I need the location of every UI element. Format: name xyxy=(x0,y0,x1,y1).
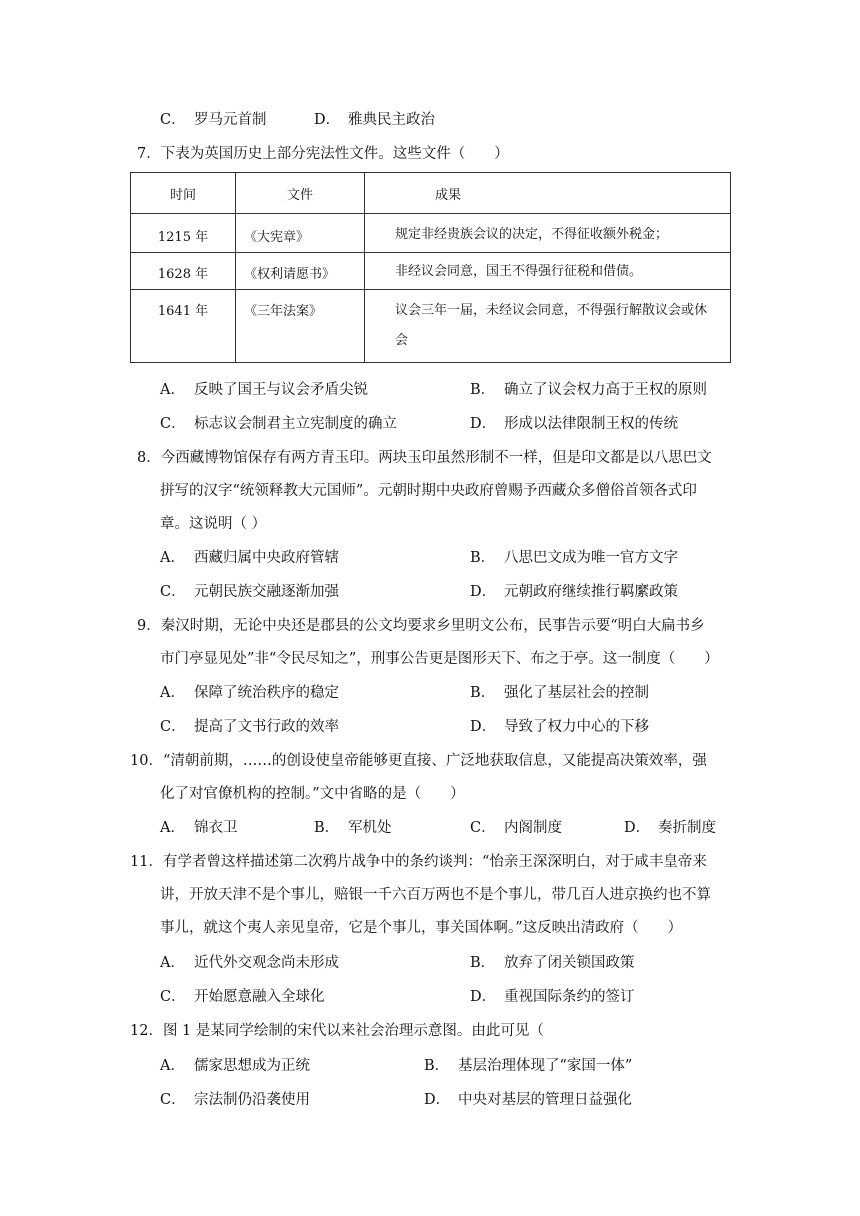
option-text: 保障了统治秩序的稳定 xyxy=(194,685,339,701)
question-11-stem-line: 讲，开放天津不是个事儿，赔银一千六百万两也不是个事儿，带几百人进京换约也不算 xyxy=(160,887,711,903)
option-text: 强化了基层社会的控制 xyxy=(504,685,649,701)
option-a xyxy=(160,683,339,703)
table-cell-doc: 《权利请愿书》 xyxy=(236,253,365,290)
table-cell-result: 议会三年一届，未经议会同意，不得强行解散议会或休会 xyxy=(365,290,731,363)
option-text: 中央对基层的管理日益强化 xyxy=(458,1092,632,1108)
table-cell-result: 规定非经贵族会议的决定，不得征收额外税金； xyxy=(365,214,731,253)
option-b xyxy=(470,683,649,703)
option-b xyxy=(470,953,635,973)
option-d xyxy=(470,717,649,737)
option-text: 儒家思想成为正统 xyxy=(194,1058,310,1074)
table-row xyxy=(131,253,731,290)
option-text: 导致了权力中心的下移 xyxy=(504,719,649,735)
option-letter: C． xyxy=(160,112,186,128)
option-text: 宗法制仍沿袭使用 xyxy=(194,1092,310,1108)
option-d xyxy=(470,582,678,602)
table-header-row xyxy=(131,173,731,214)
table-header: 成果 xyxy=(365,173,731,214)
option-d-prev xyxy=(314,110,435,130)
option-text: 内阁制度 xyxy=(504,820,562,836)
option-a xyxy=(160,548,339,568)
option-a xyxy=(160,818,238,838)
option-letter: C． xyxy=(160,416,186,432)
constitution-table xyxy=(130,172,731,363)
option-text: 奏折制度 xyxy=(658,820,716,836)
option-a xyxy=(160,953,339,973)
option-a xyxy=(160,1056,310,1076)
question-8-stem-line: 拼写的汉字“统领释教大元国师”。元朝时期中央政府曾赐予西藏众多僧俗首领各式印 xyxy=(160,483,697,499)
option-text: 提高了文书行政的效率 xyxy=(194,719,339,735)
option-letter: C． xyxy=(160,1092,186,1108)
option-letter: B． xyxy=(470,550,496,566)
option-letter: C． xyxy=(160,719,186,735)
option-letter: D． xyxy=(470,719,497,735)
option-d xyxy=(624,818,716,838)
question-12-stem: 12．图 1 是某同学绘制的宋代以来社会治理示意图。由此可见（ xyxy=(130,1023,544,1039)
question-8-stem-line: 章。这说明（ ） xyxy=(160,516,267,532)
option-text: 元朝政府继续推行羁縻政策 xyxy=(504,584,678,600)
option-c xyxy=(160,414,397,434)
option-letter: D． xyxy=(470,584,497,600)
option-d xyxy=(424,1090,632,1110)
option-text: 锦衣卫 xyxy=(194,820,238,836)
table-cell-time: 1641 年 xyxy=(131,290,236,363)
table-row xyxy=(131,290,731,363)
question-8-stem-line: 8．今西藏博物馆保存有两方青玉印。两块玉印虽然形制不一样，但是印文都是以八思巴文 xyxy=(137,450,712,466)
option-text: 确立了议会权力高于王权的原则 xyxy=(504,382,707,398)
option-letter: D． xyxy=(470,416,497,432)
option-letter: A． xyxy=(160,382,185,398)
table-row xyxy=(131,214,731,253)
option-text: 形成以法律限制王权的传统 xyxy=(504,416,678,432)
table-cell-result: 非经议会同意，国王不得强行征税和借债。 xyxy=(365,253,731,290)
option-b xyxy=(470,380,707,400)
option-d xyxy=(470,414,678,434)
option-letter: C． xyxy=(160,989,186,1005)
question-10-stem-line: 化了对官僚机构的控制。”文中省略的是（ ） xyxy=(160,786,465,802)
option-letter: B． xyxy=(314,820,340,836)
question-9-stem-line: 9．秦汉时期，无论中央还是郡县的公文均要求乡里明文公布，民事告示要“明白大扁书乡 xyxy=(137,618,705,634)
option-letter: A． xyxy=(160,955,185,971)
question-7-stem: 7．下表为英国历史上部分宪法性文件。这些文件（ ） xyxy=(137,146,509,162)
option-d xyxy=(470,987,635,1007)
option-letter: D． xyxy=(470,989,497,1005)
option-letter: B． xyxy=(470,685,496,701)
option-c xyxy=(470,818,562,838)
option-text: 基层治理体现了“家国一体” xyxy=(458,1058,633,1074)
table-header: 时间 xyxy=(131,173,236,214)
option-letter: B． xyxy=(470,382,496,398)
question-11-stem-line: 11．有学者曾这样描述第二次鸦片战争中的条约谈判：“怡亲王深深明白，对于咸丰皇帝来 xyxy=(130,854,707,870)
option-letter: B． xyxy=(424,1058,450,1074)
option-text: 雅典民主政治 xyxy=(348,112,435,128)
option-c xyxy=(160,717,339,737)
option-letter: D． xyxy=(314,112,341,128)
option-text: 标志议会制君主立宪制度的确立 xyxy=(194,416,397,432)
option-b xyxy=(470,548,678,568)
option-letter: B． xyxy=(470,955,496,971)
option-letter: A． xyxy=(160,685,185,701)
option-text: 反映了国王与议会矛盾尖锐 xyxy=(194,382,368,398)
option-text: 近代外交观念尚未形成 xyxy=(194,955,339,971)
option-letter: A． xyxy=(160,1058,185,1074)
option-letter: C． xyxy=(470,820,496,836)
option-c xyxy=(160,1090,310,1110)
table-cell-doc: 《大宪章》 xyxy=(236,214,365,253)
table-cell-time: 1628 年 xyxy=(131,253,236,290)
question-10-stem-line: 10．“清朝前期，……的创设使皇帝能够更直接、广泛地获取信息，又能提高决策效率，强 xyxy=(130,753,707,769)
question-11-stem-line: 事儿，就这个夷人亲见皇帝，它是个事儿，事关国体啊。”这反映出清政府（ ） xyxy=(160,920,683,936)
option-text: 开始愿意融入全球化 xyxy=(194,989,325,1005)
table-header: 文件 xyxy=(236,173,365,214)
option-text: 罗马元首制 xyxy=(194,112,267,128)
table-cell-doc: 《三年法案》 xyxy=(236,290,365,363)
option-text: 军机处 xyxy=(348,820,392,836)
option-text: 重视国际条约的签订 xyxy=(504,989,635,1005)
table-cell-time: 1215 年 xyxy=(131,214,236,253)
option-letter: A． xyxy=(160,820,185,836)
option-text: 放弃了闭关锁国政策 xyxy=(504,955,635,971)
option-b xyxy=(424,1056,632,1076)
question-9-stem-line: 市门亭显见处”非“令民尽知之”，刑事公告更是图形天下、布之于亭。这一制度（ ） xyxy=(160,651,719,667)
option-c xyxy=(160,582,339,602)
option-letter: A． xyxy=(160,550,185,566)
option-a xyxy=(160,380,368,400)
option-letter: D． xyxy=(424,1092,451,1108)
option-c xyxy=(160,987,325,1007)
option-text: 元朝民族交融逐渐加强 xyxy=(194,584,339,600)
option-text: 八思巴文成为唯一官方文字 xyxy=(504,550,678,566)
option-text: 西藏归属中央政府管辖 xyxy=(194,550,339,566)
option-letter: D． xyxy=(624,820,651,836)
option-b xyxy=(314,818,392,838)
option-letter: C． xyxy=(160,584,186,600)
option-c-prev xyxy=(160,110,267,130)
